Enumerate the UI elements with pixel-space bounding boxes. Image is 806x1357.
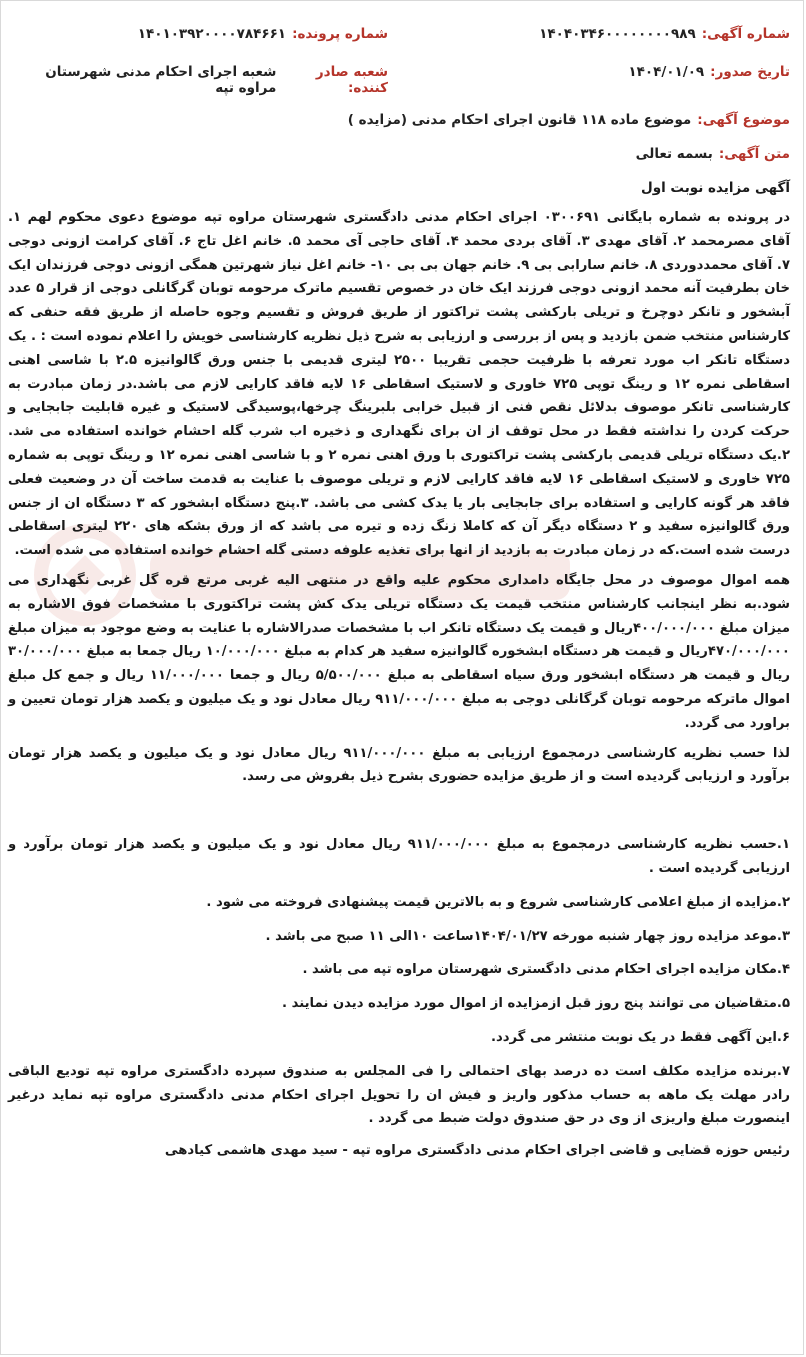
- conditions-list: [8, 833, 790, 1131]
- ad-document: [8, 26, 790, 1158]
- issuer-field: [8, 64, 388, 96]
- ad-number-label: شماره آگهی:: [701, 26, 790, 42]
- ad-heading: آگهی مزایده نوبت اول: [641, 180, 790, 196]
- header-row-2: [8, 64, 790, 102]
- ad-number-field: [410, 26, 790, 42]
- issue-date-value: ۱۴۰۴/۰۱/۰۹: [628, 64, 705, 80]
- list-item: ۱.حسب نظریه کارشناسی درمجموع به مبلغ ۹۱۱/۰۰۰/۰۰۰ ریال معادل نود و یک میلیون و یکصد هزار تومان برآورد و ارزیابی گردیده است .: [8, 837, 790, 876]
- ad-text-value: بسمه تعالی: [635, 146, 713, 162]
- body-paragraph: همه اموال موصوف در محل جایگاه دامداری محکوم علیه واقع در منتهی الیه غربی مرتع قره گل غربی نگهداری می شود.به نظر اینجانب کارشناس منتخب قیمت یک دستگاه تریلی یدک کش پشت تراکتوری با مشخصات فوق الاشاره به میزان مبلغ ۴۰۰/۰۰۰/۰۰۰ریال و قیمت یک دستگاه تانکر اب با مشخصات صدرالاشاره با عنایت به وضع موجود به میزان مبلغ ۴۷۰/۰۰۰/۰۰۰ریال و قیمت هر دستگاه ابشخوره گالوانیزه سفید هر کدام به مبلغ ۱۰/۰۰۰/۰۰۰ ریال جمعا به مبلغ ۳۰/۰۰۰/۰۰۰ ریال و قیمت هر دستگاه ابشخور ورق سیاه اسقاطی به مبلغ ۵/۵۰۰/۰۰۰ ریال و جمعا ۱۱/۰۰۰/۰۰۰ ریال و جمع کل مبلغ اموال ماترکه مرحومه توبان گرگانلی دوجی به مبلغ ۹۱۱/۰۰۰/۰۰۰ ریال معادل نود و یک میلیون و یکصد هزار تومان تعیین و براورد می گردد.: [8, 572, 790, 731]
- list-item: ۴.مکان مزایده اجرای احکام مدنی دادگستری شهرستان مراوه تپه می باشد .: [302, 962, 790, 978]
- ad-text-row: [8, 146, 790, 162]
- subject-value: موضوع ماده ۱۱۸ قانون اجرای احکام مدنی (مزایده ): [347, 112, 692, 128]
- issue-date-field: [410, 64, 790, 80]
- body-paragraph: در پرونده به شماره بایگانی ۰۳۰۰۶۹۱ اجرای احکام مدنی دادگستری شهرستان مراوه تپه موضوع دعوی محکوم لهم ۱. آقای مصرمحمد ۲. آقای مهدی ۳. آقای بردی محمد ۴. آقای حاجی آی محمد ۵. خانم اغل تاج ۶. آقای کرامت ازونی دوجی ۷. آقای محمددوردی ۸. خانم سارابی بی ۹. خانم جهان بی بی ۱۰- خانم اغل نیاز شهرتین همگی ازونی دوجی فرزندان ایک خان بطرفیت آنه محمد ازونی دوجی فرزند ایک خان در خصوص تقسیم ماترک مرحومه توبان گرگانلی دوجی از قرار ۵ عدد آبشخور و تانکر دوچرخ و تریلی بارکشی پشت تراکتور از طریق فروش و تقسیم وجوه حاصله از طریق فقه حنفی که کارشناس منتخب ضمن بازدید و پس از بررسی و ارزیابی به شرح ذیل نظریه کارشناسی خویش را اعلام نموده است : . یک دستگاه تانکر اب مورد تعرفه با ظرفیت حجمی تقریبا ۲۵۰۰ لیتری قدیمی با جنس ورق گالوانیزه ۲.۵ با شاسی اهنی اسقاطی نمره ۱۲ و رینگ توپی ۷۲۵ خاوری و لاستیک اسقاطی ۱۶ لایه فاقد کارایی لازم می باشد.در زمان مبادرت به کارشناسی تانکر موصوف بدلائل نقص فنی از قبیل خرابی بلبرینگ چرخها،پوسیدگی لاستیک و غیره قابلیت جابجایی و حرکت کردن را نداشته فقط در محل توقف از ان برای نگهداری و ذخیره اب شرب گله احشام خوانده استفاده می شد. ۲.یک دستگاه تریلی قدیمی بارکشی پشت تراکتوری با ورق اهنی نمره ۲ و با شاسی اهنی نمره ۱۲ و رینگ توپی به شماره ۷۲۵ خاوری و لاستیک اسقاطی ۱۶ لایه فاقد کارایی لازم و تریلی موصوف با عنایت به قدمت ساخت آن در وضعیت فعلی فاقد هر گونه کارایی و استفاده برای جابجایی بار یا یدک کشی می باشد. ۳.پنج دستگاه ابشخور که ۳ دستگاه ان از جنس ورق گالوانیزه سفید و ۲ دستگاه دیگر آن که کاملا زنگ زده و تیره می باشد که از ورق بشکه های ۲۲۰ لیتری اسقاطی درست شده است.که در زمان مبادرت به بازدید از انها برای تغذیه علوفه دستی گله احشام خوانده استفاده می شده است.: [8, 210, 790, 559]
- list-item: ۲.مزایده از مبلغ اعلامی کارشناسی شروع و به بالاترین قیمت پیشنهادی فروخته می شود .: [206, 894, 790, 910]
- list-item: ۳.موعد مزایده روز چهار شنبه مورخه ۱۴۰۴/۰۱/۲۷ساعت ۱۰الی ۱۱ صبح می باشد .: [265, 928, 790, 944]
- subject-row: [8, 112, 790, 128]
- file-number-label: شماره پرونده:: [292, 26, 388, 42]
- ad-text-label: متن آگهی:: [718, 146, 790, 162]
- issuer-label: شعبه صادر کننده:: [315, 64, 388, 96]
- ad-number-value: ۱۴۰۴۰۳۴۶۰۰۰۰۰۰۰۰۹۸۹: [539, 26, 696, 42]
- issue-date-label: تاریخ صدور:: [710, 64, 790, 80]
- issuer-value: شعبه اجرای احکام مدنی شهرستان مراوه تپه: [45, 64, 277, 96]
- list-item: ۶.این آگهی فقط در یک نوبت منتشر می گردد.: [490, 1029, 790, 1045]
- list-item: ۷.برنده مزایده مکلف است ده درصد بهای احتمالی را فی المجلس به صندوق سپرده دادگستری مراوه تپه توديع الباقی رادر مهلت یک ماهه به حساب مذکور واریز و فیش ان را تحویل اجرای احکام مدنی دادگستری مراوه تپه نماید درغیر اینصورت مبلغ واریزی از وی در حق صندوق دولت ضبط می گردد .: [8, 1063, 790, 1127]
- list-item: ۵.متقاضیان می توانند پنج روز قبل ازمزایده از اموال مورد مزایده دیدن نمایند .: [281, 996, 790, 1012]
- subject-label: موضوع آگهی:: [697, 112, 790, 128]
- file-number-value: ۱۴۰۱۰۳۹۲۰۰۰۰۷۸۴۶۶۱: [137, 26, 287, 42]
- file-number-field: [8, 26, 388, 42]
- body-paragraph: لذا حسب نظریه کارشناسی درمجموع ارزیابی به مبلغ ۹۱۱/۰۰۰/۰۰۰ ریال معادل نود و یک میلیون و یکصد هزار تومان برآورد و ارزیابی گردیده است و از طریق مزایده حضوری بشرح ذیل بفروش می رسد.: [8, 745, 790, 785]
- signature-line: رئیس حوزه قضایی و قاضی اجرای احکام مدنی دادگستری مراوه تپه - سید مهدی هاشمی کیادهی: [164, 1143, 790, 1159]
- header-row-1: [8, 26, 790, 64]
